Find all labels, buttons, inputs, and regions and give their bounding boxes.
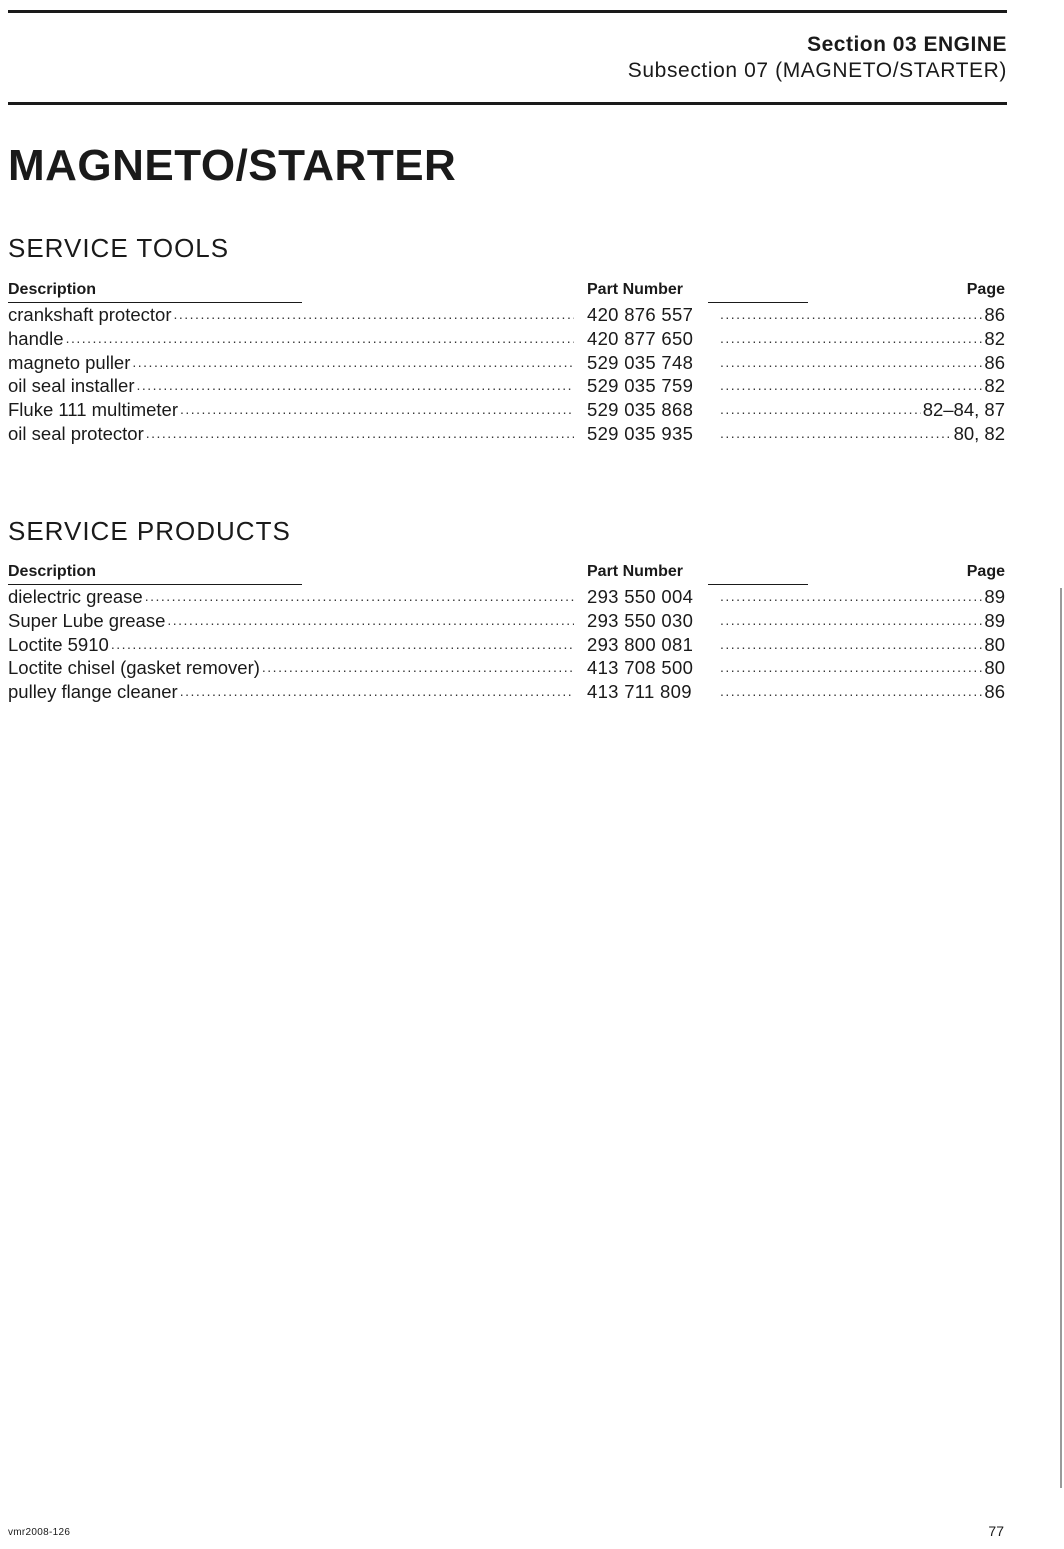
row-page: 89 [984, 609, 1005, 631]
row-part-number: 529 035 748 [587, 351, 694, 373]
row-part-number: 529 035 935 [587, 422, 694, 444]
section-label: Section 03 ENGINE [807, 33, 1007, 56]
leader-dots [66, 327, 574, 351]
leader-dots [180, 398, 574, 422]
leader-dots [174, 303, 575, 327]
service-products-table [8, 563, 1005, 704]
document-code: vmr2008-126 [8, 1527, 71, 1538]
leader-dots [720, 374, 982, 398]
table-row [8, 633, 1005, 657]
row-description: pulley flange cleaner [8, 681, 178, 703]
leader-dots [262, 656, 574, 680]
table-header [8, 563, 1005, 585]
leader-dots [720, 609, 982, 633]
row-description: dielectric grease [8, 586, 143, 607]
service-tools-heading: SERVICE TOOLS [8, 233, 230, 263]
leader-dots [145, 585, 574, 609]
table-row [8, 656, 1005, 680]
page-column-header: Page [966, 281, 1005, 298]
service-products-heading: SERVICE PRODUCTS [8, 516, 291, 546]
row-description: oil seal protector [8, 422, 144, 444]
top-rule [8, 10, 1007, 13]
table-row [8, 303, 1005, 327]
leader-dots [180, 680, 574, 704]
row-page: 86 [984, 351, 1005, 373]
row-page: 82 [984, 327, 1005, 349]
row-part-number: 420 876 557 [587, 304, 694, 325]
table-row [8, 398, 1005, 422]
header-rule [8, 102, 1007, 105]
leader-dots [720, 351, 982, 375]
subsection-label: Subsection 07 (MAGNETO/STARTER) [627, 59, 1007, 82]
row-description: Loctite chisel (gasket remover) [8, 657, 260, 679]
description-column-header: Description [8, 281, 97, 298]
running-header [628, 32, 1007, 84]
part-number-column-header: Part Number [587, 563, 684, 580]
table-row [8, 327, 1005, 351]
row-description: magneto puller [8, 351, 131, 373]
service-tools-table [8, 281, 1005, 446]
row-page: 89 [984, 586, 1005, 607]
row-page: 82–84, 87 [922, 399, 1005, 421]
page-column-header: Page [966, 563, 1005, 580]
leader-dots [720, 422, 952, 446]
row-part-number: 420 877 650 [587, 327, 694, 349]
leader-dots [720, 303, 982, 327]
row-part-number: 293 550 004 [587, 586, 694, 607]
table-header [8, 281, 1005, 303]
table-row [8, 374, 1005, 398]
leader-dots [132, 351, 574, 375]
page-title: MAGNETO/STARTER [8, 141, 457, 190]
row-page: 86 [984, 681, 1005, 703]
row-page: 80, 82 [953, 422, 1005, 444]
row-part-number: 413 711 809 [587, 681, 692, 703]
leader-dots [720, 633, 982, 657]
table-row [8, 351, 1005, 375]
leader-dots [720, 585, 982, 609]
page-number: 77 [988, 1523, 1004, 1539]
table-row [8, 680, 1005, 704]
row-page: 80 [984, 633, 1005, 655]
leader-dots [720, 680, 982, 704]
leader-dots [720, 327, 982, 351]
row-description: Loctite 5910 [8, 633, 109, 655]
row-part-number: 293 550 030 [587, 609, 694, 631]
row-part-number: 529 035 868 [587, 399, 694, 421]
leader-dots [167, 609, 574, 633]
table-row [8, 585, 1005, 609]
row-part-number: 293 800 081 [587, 633, 694, 655]
row-description: handle [8, 327, 64, 349]
leader-dots [111, 633, 574, 657]
scan-edge-line [1060, 588, 1062, 1488]
table-row [8, 422, 1005, 446]
row-part-number: 529 035 759 [587, 375, 694, 397]
row-page: 82 [984, 375, 1005, 397]
row-description: oil seal installer [8, 375, 135, 397]
row-description: Fluke 111 multimeter [8, 399, 178, 421]
leader-dots [136, 374, 574, 398]
leader-dots [720, 656, 982, 680]
row-description: crankshaft protector [8, 304, 172, 325]
part-number-column-header: Part Number [587, 281, 684, 298]
table-row [8, 609, 1005, 633]
row-part-number: 413 708 500 [587, 657, 694, 679]
row-page: 86 [984, 304, 1005, 325]
row-page: 80 [984, 657, 1005, 679]
description-column-header: Description [8, 563, 97, 580]
leader-dots [720, 398, 921, 422]
leader-dots [146, 422, 574, 446]
row-description: Super Lube grease [8, 609, 166, 631]
